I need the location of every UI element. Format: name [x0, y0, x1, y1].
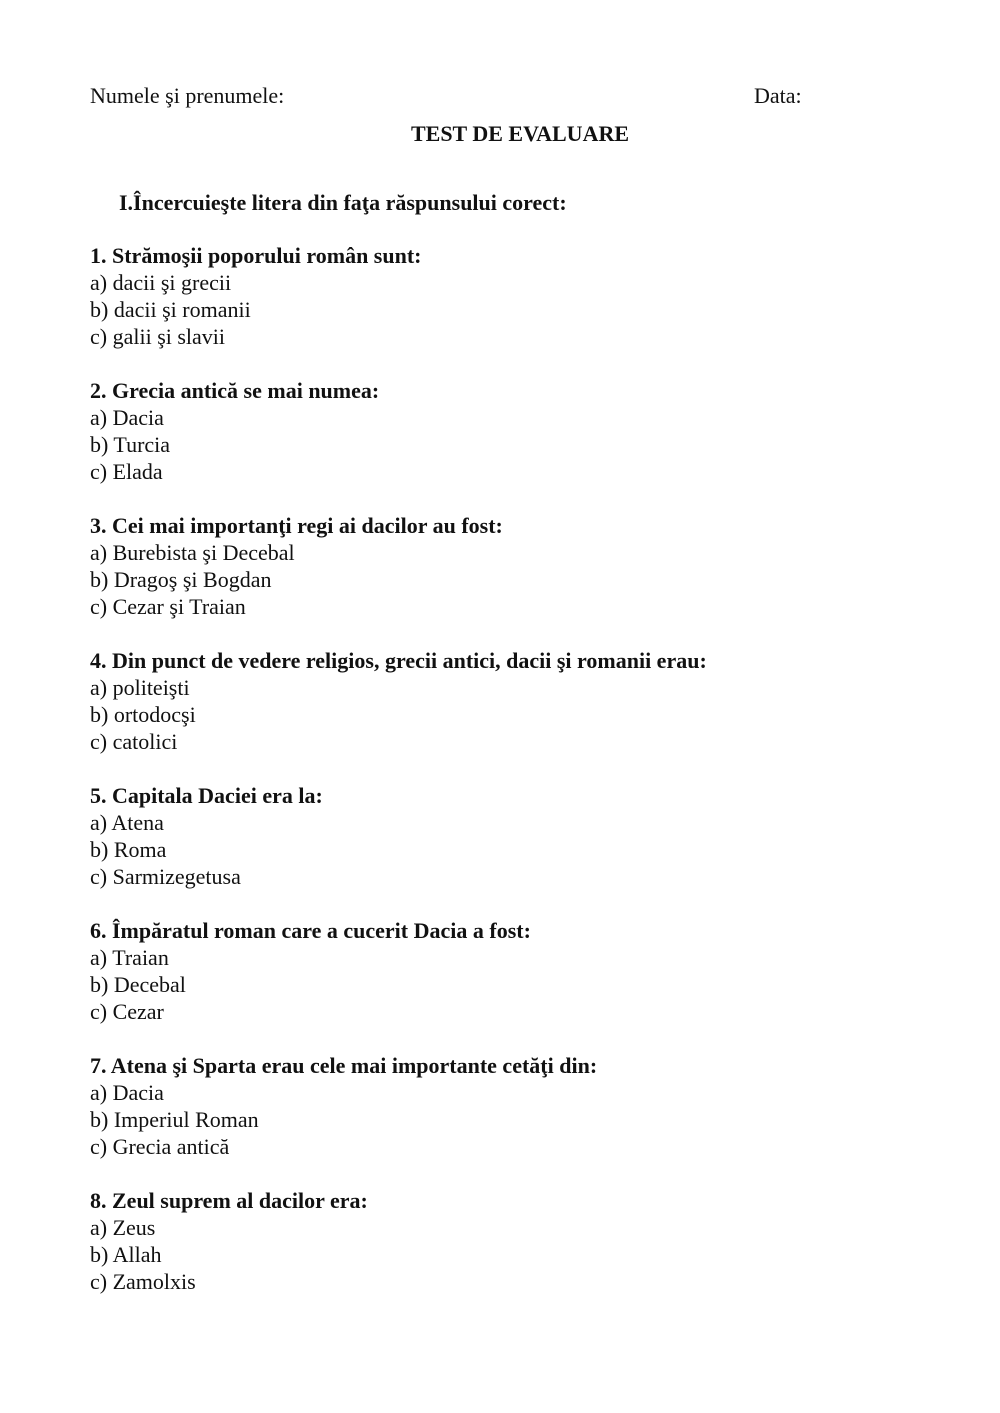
- question-text: 1. Strămoşii poporului român sunt:: [90, 243, 422, 268]
- answer-option-c[interactable]: c) galii şi slavii: [90, 324, 226, 349]
- date-label: Data:: [754, 83, 802, 108]
- answer-option-a[interactable]: a) Traian: [90, 945, 169, 970]
- answer-option-b[interactable]: b) Turcia: [90, 432, 171, 457]
- question-2: [90, 377, 950, 512]
- answer-option-a[interactable]: a) Dacia: [90, 405, 164, 430]
- answer-option-a[interactable]: a) Atena: [90, 810, 164, 835]
- answer-option-b[interactable]: b) ortodocşi: [90, 702, 196, 727]
- question-text: 6. Împăratul roman care a cucerit Dacia a fost:: [90, 918, 531, 943]
- answer-option-c[interactable]: c) catolici: [90, 729, 178, 754]
- question-text: 7. Atena şi Sparta erau cele mai importante cetăţi din:: [90, 1053, 598, 1078]
- answer-option-c[interactable]: c) Cezar şi Traian: [90, 594, 246, 619]
- answer-option-a[interactable]: a) Zeus: [90, 1215, 156, 1240]
- answer-option-b[interactable]: b) dacii şi romanii: [90, 297, 251, 322]
- answer-option-a[interactable]: a) dacii şi grecii: [90, 270, 232, 295]
- answer-option-b[interactable]: b) Allah: [90, 1242, 162, 1267]
- question-1: [90, 242, 950, 377]
- question-text: 2. Grecia antică se mai numea:: [90, 378, 380, 403]
- question-5: [90, 782, 950, 917]
- answer-option-c[interactable]: c) Sarmizegetusa: [90, 864, 241, 889]
- answer-option-a[interactable]: a) Dacia: [90, 1080, 164, 1105]
- instruction: I.Încercuieşte litera din faţa răspunsului corect:: [119, 190, 567, 215]
- answer-option-c[interactable]: c) Grecia antică: [90, 1134, 230, 1159]
- answer-option-b[interactable]: b) Dragoş şi Bogdan: [90, 567, 272, 592]
- question-text: 3. Cei mai importanţi regi ai dacilor au fost:: [90, 513, 503, 538]
- page-title: TEST DE EVALUARE: [410, 121, 630, 146]
- question-list: [90, 242, 950, 1322]
- question-text: 8. Zeul suprem al dacilor era:: [90, 1188, 368, 1213]
- question-6: [90, 917, 950, 1052]
- question-4: [90, 647, 950, 782]
- question-text: 5. Capitala Daciei era la:: [90, 783, 323, 808]
- question-8: [90, 1187, 950, 1322]
- name-label: Numele şi prenumele:: [90, 83, 285, 108]
- question-text: 4. Din punct de vedere religios, grecii antici, dacii şi romanii erau:: [90, 648, 707, 673]
- answer-option-b[interactable]: b) Imperiul Roman: [90, 1107, 259, 1132]
- question-3: [90, 512, 950, 647]
- answer-option-c[interactable]: c) Cezar: [90, 999, 164, 1024]
- answer-option-b[interactable]: b) Roma: [90, 837, 167, 862]
- answer-option-c[interactable]: c) Zamolxis: [90, 1269, 196, 1294]
- answer-option-b[interactable]: b) Decebal: [90, 972, 186, 997]
- question-7: [90, 1052, 950, 1187]
- answer-option-c[interactable]: c) Elada: [90, 459, 163, 484]
- answer-option-a[interactable]: a) Burebista şi Decebal: [90, 540, 295, 565]
- answer-option-a[interactable]: a) politeişti: [90, 675, 190, 700]
